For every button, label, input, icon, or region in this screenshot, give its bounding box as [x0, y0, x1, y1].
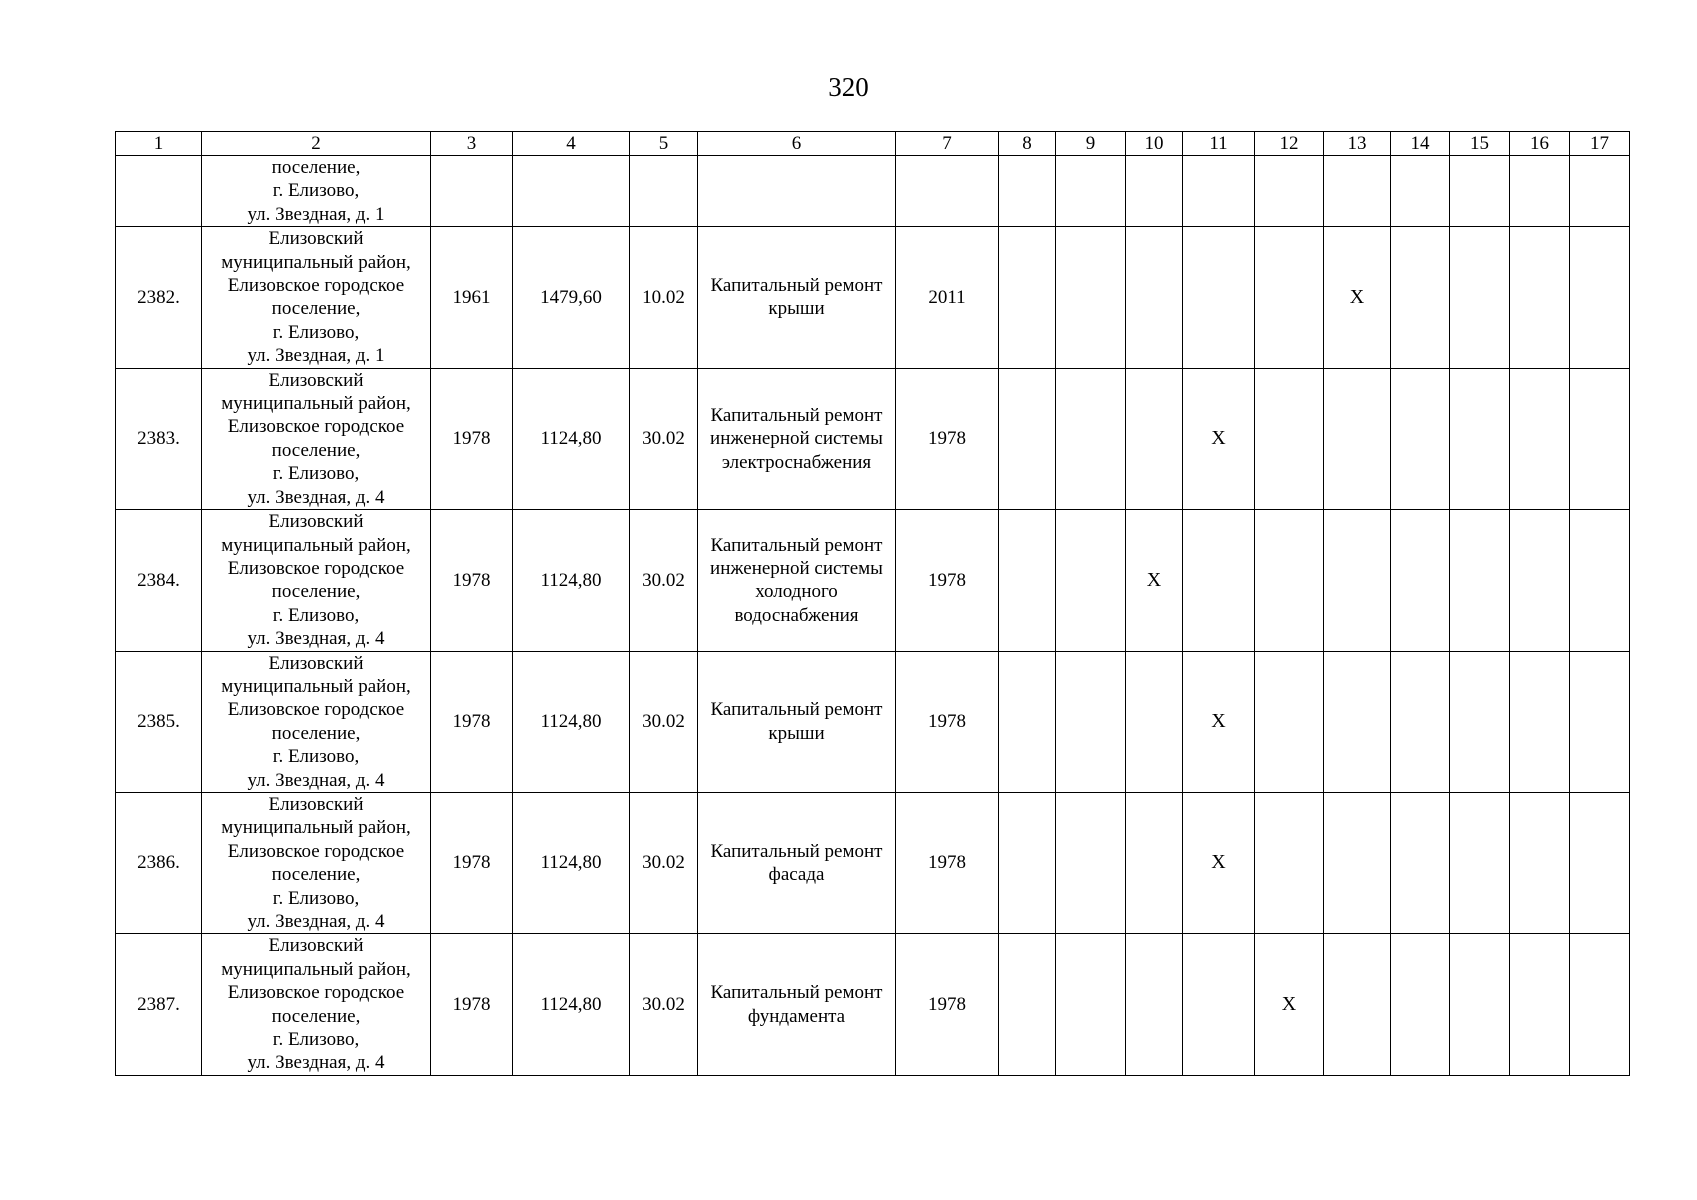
area-cell: 1124,80: [513, 510, 630, 651]
mark-cell: [1126, 227, 1183, 368]
mark-cell: [1324, 510, 1391, 651]
year-cell: 1978: [896, 792, 999, 933]
column-header: 13: [1324, 132, 1391, 156]
mark-cell: [1391, 792, 1450, 933]
mark-cell: X: [1183, 651, 1255, 792]
mark-cell: [1056, 934, 1126, 1075]
area-cell: 1124,80: [513, 792, 630, 933]
address-cell: Елизовский муниципальный район, Елизовское городское поселение, г. Елизово, ул. Звездная, д. 4: [202, 934, 431, 1075]
mark-cell: [999, 651, 1056, 792]
mark-cell: [1450, 792, 1510, 933]
area-cell: 1124,80: [513, 368, 630, 509]
year-built-cell: 1978: [431, 510, 513, 651]
mark-cell: [1391, 368, 1450, 509]
code-cell: 30.02: [630, 368, 698, 509]
mark-cell: [1450, 510, 1510, 651]
row-number-cell: 2387.: [116, 934, 202, 1075]
mark-cell: [1324, 651, 1391, 792]
mark-cell: [1324, 368, 1391, 509]
column-header: 7: [896, 132, 999, 156]
table-row: [116, 510, 1630, 651]
address-cell: поселение, г. Елизово, ул. Звездная, д. 1: [202, 156, 431, 227]
table-row: [116, 368, 1630, 509]
column-number-row: [116, 132, 1630, 156]
area-cell: 1124,80: [513, 934, 630, 1075]
mark-cell: [1255, 510, 1324, 651]
mark-cell: [1570, 651, 1630, 792]
mark-cell: [999, 792, 1056, 933]
year-built-cell: 1978: [431, 792, 513, 933]
mark-cell: [1450, 227, 1510, 368]
column-header: 8: [999, 132, 1056, 156]
mark-cell: [1570, 792, 1630, 933]
mark-cell: [1056, 510, 1126, 651]
column-header: 6: [698, 132, 896, 156]
mark-cell: X: [1324, 227, 1391, 368]
mark-cell: [1255, 368, 1324, 509]
mark-cell: [1510, 651, 1570, 792]
address-cell: Елизовский муниципальный район, Елизовское городское поселение, г. Елизово, ул. Звездная, д. 4: [202, 651, 431, 792]
mark-cell: [1450, 651, 1510, 792]
mark-cell: [1510, 934, 1570, 1075]
mark-cell: [1510, 368, 1570, 509]
year-built-cell: 1978: [431, 934, 513, 1075]
mark-cell: [1510, 510, 1570, 651]
mark-cell: [1056, 227, 1126, 368]
year-cell: 1978: [896, 651, 999, 792]
year-cell: 1978: [896, 510, 999, 651]
column-header: 17: [1570, 132, 1630, 156]
year-cell: 2011: [896, 227, 999, 368]
row-number-cell: 2386.: [116, 792, 202, 933]
column-header: 12: [1255, 132, 1324, 156]
code-cell: 30.02: [630, 510, 698, 651]
column-header: 9: [1056, 132, 1126, 156]
column-header: 10: [1126, 132, 1183, 156]
mark-cell: [1510, 792, 1570, 933]
column-header: 2: [202, 132, 431, 156]
work-type-cell: Капитальный ремонт крыши: [698, 227, 896, 368]
column-header: 3: [431, 132, 513, 156]
row-number-cell: [116, 156, 202, 227]
mark-cell: [1056, 651, 1126, 792]
row-number-cell: 2385.: [116, 651, 202, 792]
mark-cell: [1324, 792, 1391, 933]
mark-cell: [999, 510, 1056, 651]
mark-cell: [1570, 510, 1630, 651]
page-number: 320: [828, 72, 869, 102]
table-row: [116, 227, 1630, 368]
table-row: [116, 651, 1630, 792]
mark-cell: [1126, 651, 1183, 792]
work-type-cell: Капитальный ремонт фасада: [698, 792, 896, 933]
mark-cell: X: [1183, 792, 1255, 933]
mark-cell: [1570, 934, 1630, 1075]
mark-cell: [1126, 368, 1183, 509]
column-header: 1: [116, 132, 202, 156]
work-type-cell: Капитальный ремонт инженерной системы холодного водоснабжения: [698, 510, 896, 651]
address-cell: Елизовский муниципальный район, Елизовское городское поселение, г. Елизово, ул. Звездная, д. 1: [202, 227, 431, 368]
work-type-cell: Капитальный ремонт фундамента: [698, 934, 896, 1075]
mark-cell: [1255, 792, 1324, 933]
mark-cell: X: [1255, 934, 1324, 1075]
mark-cell: [1391, 510, 1450, 651]
mark-cell: [999, 934, 1056, 1075]
mark-cell: [1255, 651, 1324, 792]
mark-cell: [1391, 651, 1450, 792]
mark-cell: [1183, 934, 1255, 1075]
year-built-cell: 1978: [431, 651, 513, 792]
mark-cell: [999, 368, 1056, 509]
repair-register-table: [115, 131, 1630, 1076]
year-cell: 1978: [896, 368, 999, 509]
column-header: 15: [1450, 132, 1510, 156]
year-built-cell: 1978: [431, 368, 513, 509]
work-type-cell: Капитальный ремонт крыши: [698, 651, 896, 792]
mark-cell: X: [1183, 368, 1255, 509]
column-header: 5: [630, 132, 698, 156]
mark-cell: [1391, 227, 1450, 368]
row-number-cell: 2382.: [116, 227, 202, 368]
table-row: [116, 792, 1630, 933]
code-cell: 30.02: [630, 651, 698, 792]
mark-cell: [1450, 368, 1510, 509]
mark-cell: [1570, 368, 1630, 509]
mark-cell: [999, 227, 1056, 368]
mark-cell: X: [1126, 510, 1183, 651]
row-number-cell: 2383.: [116, 368, 202, 509]
code-cell: 30.02: [630, 934, 698, 1075]
mark-cell: [1126, 934, 1183, 1075]
area-cell: 1124,80: [513, 651, 630, 792]
address-cell: Елизовский муниципальный район, Елизовское городское поселение, г. Елизово, ул. Звездная, д. 4: [202, 510, 431, 651]
mark-cell: [1056, 368, 1126, 509]
area-cell: 1479,60: [513, 227, 630, 368]
mark-cell: [1183, 510, 1255, 651]
column-header: 4: [513, 132, 630, 156]
work-type-cell: Капитальный ремонт инженерной системы электроснабжения: [698, 368, 896, 509]
code-cell: 10.02: [630, 227, 698, 368]
mark-cell: [1183, 227, 1255, 368]
mark-cell: [1570, 227, 1630, 368]
continuation-row: [116, 156, 1630, 227]
mark-cell: [1255, 227, 1324, 368]
column-header: 11: [1183, 132, 1255, 156]
column-header: 14: [1391, 132, 1450, 156]
row-number-cell: 2384.: [116, 510, 202, 651]
mark-cell: [1324, 934, 1391, 1075]
address-cell: Елизовский муниципальный район, Елизовское городское поселение, г. Елизово, ул. Звездная, д. 4: [202, 792, 431, 933]
mark-cell: [1391, 934, 1450, 1075]
column-header: 16: [1510, 132, 1570, 156]
table-row: [116, 934, 1630, 1075]
year-built-cell: 1961: [431, 227, 513, 368]
mark-cell: [1450, 934, 1510, 1075]
mark-cell: [1126, 792, 1183, 933]
year-cell: 1978: [896, 934, 999, 1075]
mark-cell: [1056, 792, 1126, 933]
mark-cell: [1510, 227, 1570, 368]
code-cell: 30.02: [630, 792, 698, 933]
address-cell: Елизовский муниципальный район, Елизовское городское поселение, г. Елизово, ул. Звездная, д. 4: [202, 368, 431, 509]
